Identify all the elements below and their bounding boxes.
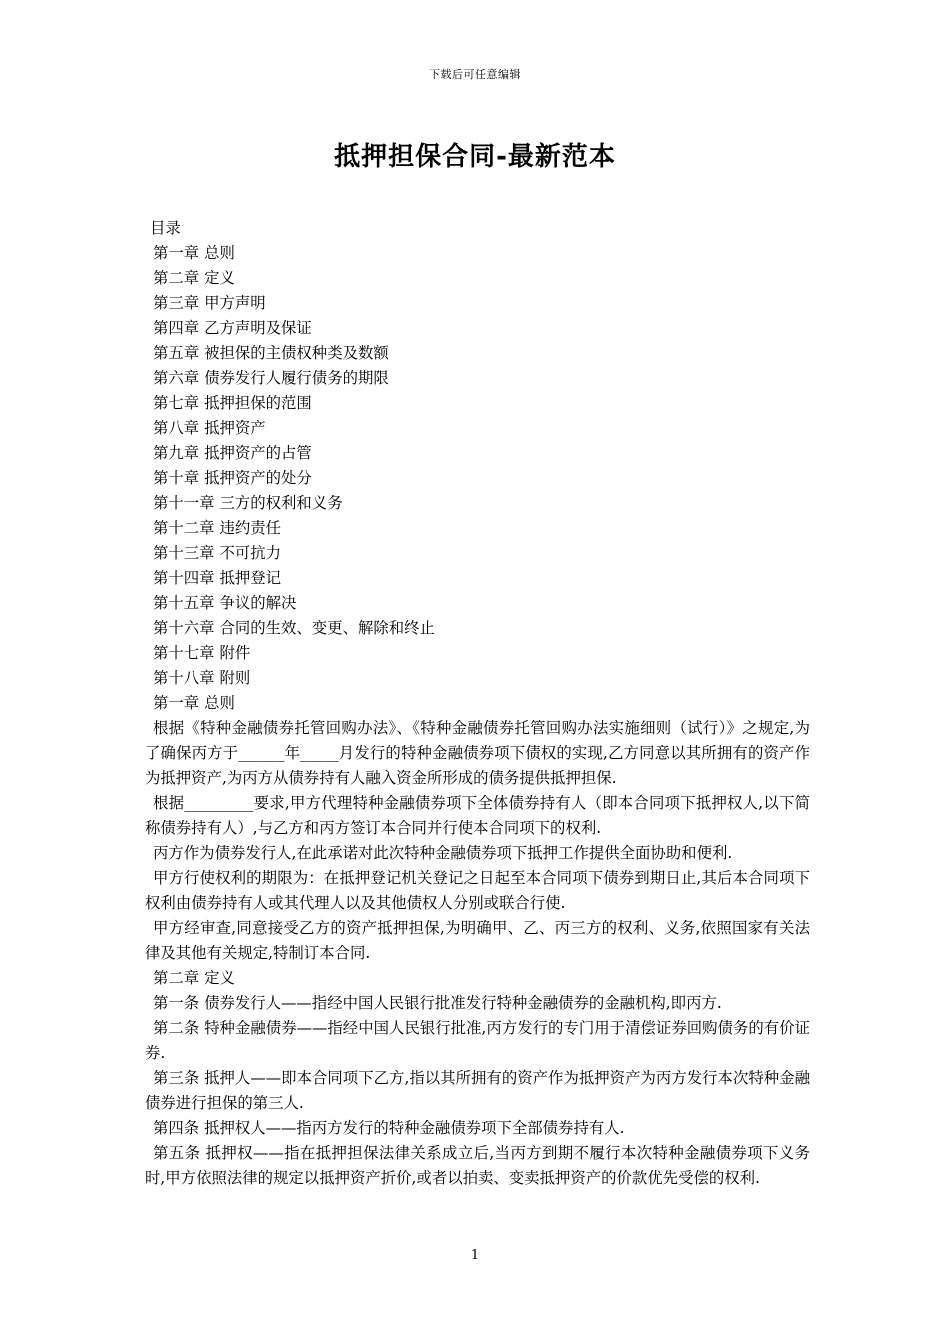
chapter-heading: 第二章 定义 [153, 969, 235, 987]
body-paragraph: 丙方作为债券发行人,在此承诺对此次特种金融债券项下抵押工作提供全面协助和便利. [153, 844, 733, 862]
toc-item: 第十四章 抵押登记 [153, 569, 282, 587]
header-note: 下载后可任意编辑 [429, 68, 521, 81]
chapter-heading: 第一章 总则 [153, 694, 235, 712]
definition-article: 第一条 债券发行人——指经中国人民银行批准发行特种金融债券的金融机构,即丙方. [153, 994, 722, 1012]
toc-item: 第十五章 争议的解决 [153, 594, 297, 612]
toc-item: 第九章 抵押资产的占管 [153, 444, 312, 462]
definition-article: 第五条 抵押权——指在抵押担保法律关系成立后,当丙方到期不履行本次特种金融债券项下义务时,甲方依照法律的规定以抵押资产折价,或者以拍卖、变卖抵押资产的价款优先受偿的权利. [145, 1144, 810, 1187]
definition-article: 第三条 抵押人——即本合同项下乙方,指以其所拥有的资产作为抵押资产为丙方发行本次特种金融债券进行担保的第三人. [145, 1069, 810, 1112]
toc-item: 第八章 抵押资产 [153, 419, 266, 437]
toc-item: 第七章 抵押担保的范围 [153, 394, 312, 412]
table-of-contents [145, 241, 810, 691]
body-paragraph: 根据《特种金融债券托管回购办法》、《特种金融债券托管回购办法实施细则（试行）》之规定,为了确保丙方于______年_____月发行的特种金融债券项下债权的实现,乙方同意以其所拥有的资产作为抵押资产,为丙方从债券持有人融入资金所形成的债务提供抵押担保. [145, 719, 810, 787]
toc-item: 第十一章 三方的权利和义务 [153, 494, 343, 512]
toc-item: 第一章 总则 [153, 244, 235, 262]
toc-item: 第六章 债券发行人履行债务的期限 [153, 369, 389, 387]
body-paragraph: 甲方经审查,同意接受乙方的资产抵押担保,为明确甲、乙、丙三方的权利、义务,依照国家有关法律及其他有关规定,特制订本合同. [145, 919, 810, 962]
toc-item: 第十六章 合同的生效、变更、解除和终止 [153, 619, 435, 637]
body-paragraph: 根据_________要求,甲方代理特种金融债券项下全体债券持有人（即本合同项下抵押权人,以下简称债券持有人）,与乙方和丙方签订本合同并行使本合同项下的权利. [145, 794, 810, 837]
toc-item: 第三章 甲方声明 [153, 294, 266, 312]
toc-item: 第五章 被担保的主债权种类及数额 [153, 344, 389, 362]
toc-item: 第十七章 附件 [153, 644, 251, 662]
toc-heading: 目录 [150, 219, 181, 237]
document-title: 抵押担保合同-最新范本 [334, 142, 616, 172]
toc-item: 第四章 乙方声明及保证 [153, 319, 312, 337]
definition-article: 第四条 抵押权人——指丙方发行的特种金融债券项下全部债券持有人. [153, 1119, 625, 1137]
toc-item: 第二章 定义 [153, 269, 235, 287]
page-number: 1 [470, 1248, 480, 1263]
toc-item: 第十二章 违约责任 [153, 519, 282, 537]
toc-item: 第十章 抵押资产的处分 [153, 469, 312, 487]
body-paragraph: 甲方行使权利的期限为：在抵押登记机关登记之日起至本合同项下债券到期日止,其后本合同项下权利由债券持有人或其代理人以及其他债权人分别或联合行使. [145, 869, 810, 912]
toc-item: 第十八章 附则 [153, 669, 251, 687]
document-body [145, 216, 810, 1191]
definition-article: 第二条 特种金融债券——指经中国人民银行批准,丙方发行的专门用于清偿证券回购债务的有价证券. [145, 1019, 810, 1062]
toc-item: 第十三章 不可抗力 [153, 544, 282, 562]
